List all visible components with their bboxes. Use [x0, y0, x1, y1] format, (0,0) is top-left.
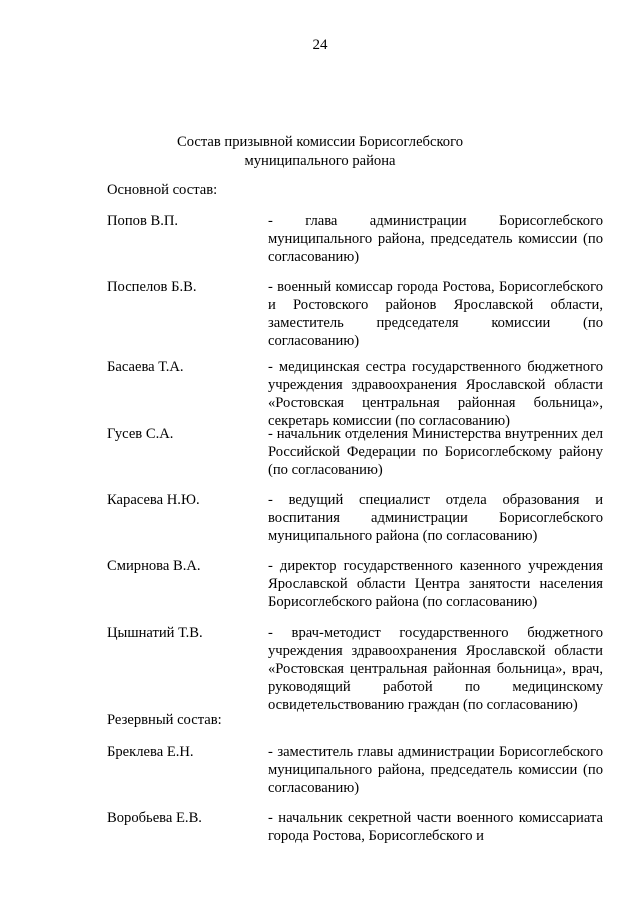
page-number: 24: [312, 37, 328, 53]
member-role: - медицинская сестра государственного бюджетного учреждения здравоохранения Ярославской области «Ростовская центральная районная больница», секретарь комиссии (по согласованию): [268, 359, 603, 429]
member-name: Воробьева Е.В.: [107, 810, 202, 826]
document-title: [0, 133, 640, 171]
member-name: Цышнатий Т.В.: [107, 625, 203, 641]
member-name: Басаева Т.А.: [107, 359, 184, 375]
member-name: Попов В.П.: [107, 213, 179, 229]
member-name: Поспелов Б.В.: [107, 279, 197, 295]
member-role: - начальник отделения Министерства внутренних дел Российской Федерации по Борисоглебскому району (по согласованию): [268, 426, 603, 478]
member-name: Смирнова В.А.: [107, 558, 201, 574]
member-name: Карасева Н.Ю.: [107, 492, 200, 508]
member-name: Гусев С.А.: [107, 426, 174, 442]
section-heading-reserve: Резервный состав:: [107, 712, 222, 728]
member-role: - ведущий специалист отдела образования и воспитания администрации Борисоглебского муниципального района (по согласованию): [268, 492, 603, 544]
member-role: - директор государственного казенного учреждения Ярославской области Центра занятости населения Борисоглебского района (по согласованию): [268, 558, 603, 610]
member-role: - глава администрации Борисоглебского муниципального района, председатель комиссии (по согласованию): [268, 213, 603, 265]
section-heading-main: Основной состав:: [107, 182, 218, 198]
member-role: - военный комиссар города Ростова, Борисоглебского и Ростовского районов Ярославской области, заместитель председателя комиссии (по согласованию): [268, 279, 603, 349]
title-line-2: муниципального района: [244, 153, 396, 169]
member-role: - заместитель главы администрации Борисоглебского муниципального района, председатель комиссии (по согласованию): [268, 744, 603, 796]
member-name: Бреклева Е.Н.: [107, 744, 194, 760]
member-role: - начальник секретной части военного комиссариата города Ростова, Борисоглебского и: [268, 810, 603, 844]
member-role: - врач-методист государственного бюджетного учреждения здравоохранения Ярославской области «Ростовская центральная районная больница», врач, руководящий работой по медицинскому освидетельствованию граждан (по согласованию): [268, 625, 603, 713]
title-line-1: Состав призывной комиссии Борисоглебского: [176, 134, 464, 150]
